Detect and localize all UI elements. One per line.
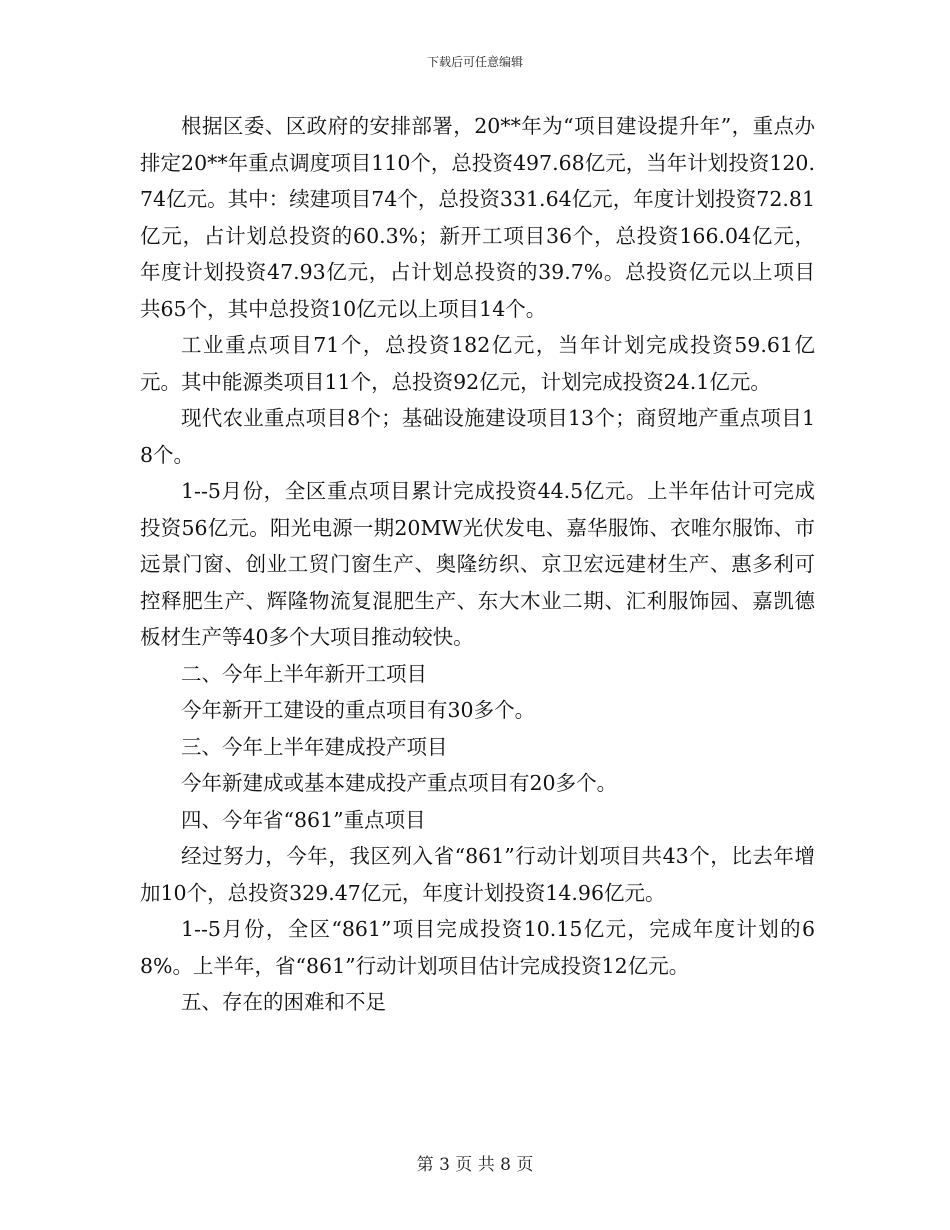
section-heading-new-projects: 二、今年上半年新开工项目	[181, 661, 427, 686]
paragraph-industrial-projects: 工业重点项目71个，总投资182亿元，当年计划完成投资59.61亿元。其中能源类项目11个，总投资92亿元，计划完成投资24.1亿元。	[140, 333, 815, 394]
page-header: 下载后可任意编辑	[426, 55, 523, 69]
section-heading-completed-projects: 三、今年上半年建成投产项目	[181, 734, 448, 759]
paragraph-completed-projects: 今年新建成或基本建成投产重点项目有20多个。	[181, 771, 618, 795]
paragraph-861-plan: 经过努力，今年，我区列入省“861”行动计划项目共43个，比去年增加10个，总投资329.47亿元，年度计划投资14.96亿元。	[140, 844, 815, 905]
paragraph-agriculture-projects: 现代农业重点项目8个；基础设施建设项目13个；商贸地产重点项目18个。	[140, 406, 815, 467]
section-heading-861-projects: 四、今年省“861”重点项目	[181, 807, 426, 832]
page-number-footer: 第 3 页 共 8 页	[416, 1155, 534, 1175]
paragraph-new-projects: 今年新开工建设的重点项目有30多个。	[181, 698, 536, 722]
section-heading-difficulties: 五、存在的困难和不足	[181, 990, 386, 1014]
paragraph-progress-jan-may: 1--5月份，全区重点项目累计完成投资44.5亿元。上半年估计可完成投资56亿元。阳光电源一期20MW光伏发电、嘉华服饰、衣唯尔服饰、市远景门窗、创业工贸门窗生产、奥隆纺织、京卫宏远建材生产、惠多利可控释肥生产、辉隆物流复混肥生产、东大木业二期、汇利服饰园、嘉凯德板材生产等40多个大项目推动较快。	[140, 479, 815, 649]
document-body	[140, 108, 815, 1021]
paragraph-project-overview: 根据区委、区政府的安排部署，20**年为“项目建设提升年”，重点办排定20**年重点调度项目110个，总投资497.68亿元，当年计划投资120.74亿元。其中：续建项目74个，总投资331.64亿元，年度计划投资72.81亿元，占计划总投资的60.3%；新开工项目36个，总投资166.04亿元，年度计划投资47.93亿元，占计划总投资的39.7%。总投资亿元以上项目共65个，其中总投资10亿元以上项目14个。	[140, 114, 815, 321]
paragraph-861-progress: 1--5月份，全区“861”项目完成投资10.15亿元，完成年度计划的68%。上半年，省“861”行动计划项目估计完成投资12亿元。	[140, 917, 815, 978]
